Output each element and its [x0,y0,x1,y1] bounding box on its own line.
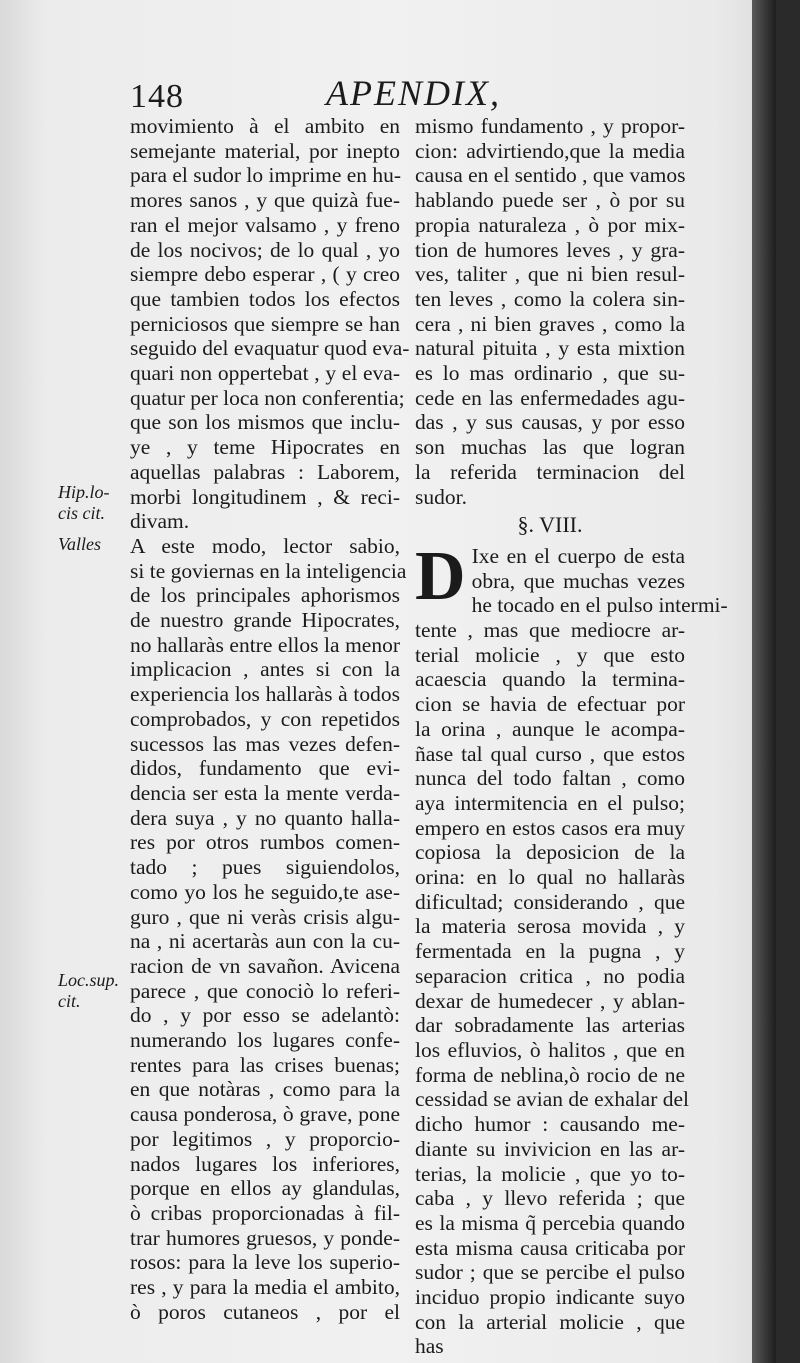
text-line: he tocado en el pulso intermi- [471,593,728,618]
text-line: A este modo, lector sabio, [130,533,400,558]
text-line: implicacion , antes si con la [130,657,400,682]
text-line: nunca del todo faltan , como [415,766,685,791]
text-line: separacion critica , no podia [415,963,685,988]
text-line: cede en las enfermedades agu- [415,385,685,410]
dropcap-initial: D [415,537,466,615]
text-line: cion: advirtiendo,que la media [415,138,685,163]
section-body [415,537,728,1335]
text-line: ò poros cutaneos , por el [130,1299,400,1324]
text-line: es lo mas ordinario , que su- [415,361,685,386]
text-line: mismo fundamento , y propor- [415,114,685,138]
left-text-column [130,114,410,1324]
margin-note-hip [58,482,110,524]
text-line: terial molicie , y que esto [415,642,685,667]
text-line: quari non oppertebat , y el eva- [130,361,400,386]
text-line: empero en estos casos era muy [415,815,685,840]
text-line: guro , que ni veràs crisis algu- [130,904,400,929]
text-line: de nuestro grande Hipocrates, [130,608,400,633]
text-line: ten leves , como la colera sin- [415,286,685,311]
text-line: sucessos las mas vezes defen- [130,731,400,756]
catchword: has [415,1334,444,1359]
text-line: experiencia los hallaràs à todos [130,682,400,707]
text-line: copiosa la deposicion de la [415,840,685,865]
text-line: do , y por esso se adelantò: [130,1003,400,1028]
text-line: es la misma q̃ percebia quando [415,1210,685,1235]
text-line: nados lugares los inferiores, [130,1151,400,1176]
text-line: dar sobradamente las arterias [415,1013,685,1038]
margin-note-loc [58,970,119,1012]
text-line: tado ; pues siguiendolos, [130,855,400,880]
text-line: como yo los he seguido,te ase- [130,879,400,904]
text-line: natural pituita , y esta mixtion [415,336,685,361]
page-edge-shadow [752,0,776,1363]
text-line: orina: en lo qual no hallaràs [415,865,685,890]
margin-note-text: Hip.lo- cis cit. [58,482,110,523]
text-line: en que notàras , como para la [130,1077,400,1102]
text-line: caba , y llevo referida ; que [415,1186,685,1211]
text-line: para el sudor lo imprime en hu- [130,163,402,188]
text-line: aquellas palabras : Laborem, [130,459,400,484]
text-line: dera suya , y no quanto halla- [130,805,400,830]
text-line: con la arterial molicie , que [415,1309,685,1334]
text-line: dencia ser esta la mente verda- [130,780,400,805]
text-line: causa ponderosa, ò grave, pone [130,1102,400,1127]
text-line: los efluvios, ò halitos , que en [415,1038,685,1062]
margin-note-text: Valles [58,534,101,554]
margin-note-valles [58,534,101,555]
text-line: rentes para las crises buenas; [130,1052,400,1077]
text-line: seguido del evaquatur quod eva- [130,336,410,361]
text-line: que son los mismos que inclu- [130,410,400,435]
text-line: tente , mas que mediocre ar- [415,618,685,643]
text-line: movimiento à el ambito en [130,114,400,138]
text-line: siempre debo esperar , ( y creo [130,262,400,287]
right-column-after-section [415,537,728,1335]
text-line: res , y para la media el ambito, [130,1275,400,1300]
text-line: trar humores gruesos, y ponde- [130,1225,400,1250]
text-line: das , y sus causas, y por esso [415,410,685,435]
text-line: ñase tal qual curso , que estos [415,741,685,766]
text-line: causa en el sentido , que vamos [415,163,686,188]
text-line: sudor ; que se percibe el pulso [415,1260,685,1285]
text-line: didos, fundamento que evi- [130,756,400,781]
text-line: no hallaràs entre ellos la menor [130,632,400,657]
text-line: perniciosos que siempre se han [130,311,400,336]
text-line: son muchas las que logran [415,435,685,460]
text-line: de los nocivos; de lo qual , yo [130,237,400,262]
text-line: terias, la molicie , que yo to- [415,1161,685,1186]
text-line: numerando los lugares confe- [130,1028,400,1053]
text-line: cion se havia de efectuar por [415,692,685,717]
text-line: que tambien todos los efectos [130,286,400,311]
text-line: ran el mejor valsamo , y freno [130,212,400,237]
text-line: mores sanos , y que quizà fue- [130,188,400,213]
text-line: la orina , aunque le acompa- [415,716,685,741]
text-line: de los principales aphorismos [130,583,400,608]
text-line: hablando puede ser , ò por su [415,188,685,213]
page-number: 148 [130,78,184,115]
text-line: semejante material, por inepto [130,138,400,163]
text-line: la referida terminacion del [415,459,685,484]
text-line: dificultad; considerando , que [415,889,685,914]
text-line: morbi longitudinem , & reci- [130,484,400,509]
text-line: por legitimos , y proporcio- [130,1126,400,1151]
text-line: ye , y teme Hipocrates en [130,435,400,460]
text-line: aya intermitencia en el pulso; [415,790,685,815]
text-line: cera , ni bien graves , como la [415,311,685,336]
text-line: quatur per loca non conferentia; [130,385,405,410]
text-line: la materia serosa movida , y [415,914,685,939]
right-column-before-section [415,114,685,509]
text-line: rosos: para la leve los superio- [130,1250,400,1275]
text-line: porque en ellos ay glandulas, [130,1176,400,1201]
text-line: inciduo propio indicante suyo [415,1285,685,1310]
text-line: esta misma causa criticaba por [415,1235,685,1260]
text-line: dexar de humedecer , y ablan- [415,988,685,1013]
text-line: sudor. [415,484,467,509]
text-line: Ixe en el cuerpo de esta [471,543,685,568]
text-line: propia naturaleza , ò por mix- [415,212,685,237]
text-line: parece , que conociò lo referi- [130,978,400,1003]
text-line: diante su invivicion en las ar- [415,1136,685,1161]
text-line: forma de neblina,ò rocio de ne [415,1062,685,1087]
right-text-column [415,114,728,1359]
text-line: si te goviernas en la inteligencia [130,558,407,583]
text-line: acaescia quando la termina- [415,667,685,692]
text-line: tion de humores leves , y gra- [415,237,685,262]
text-line: ò cribas proporcionadas à fil- [130,1200,400,1225]
text-line: racion de vn savañon. Avicena [130,953,400,978]
margin-note-text: Loc.sup. cit. [58,970,120,1011]
text-line: divam. [130,509,190,534]
running-head: APENDIX, [326,73,501,113]
text-line: res por otros rumbos comen- [130,830,400,855]
text-line: obra, que muchas vezes [471,568,685,593]
text-line: cessidad se avian de exhalar del [415,1087,689,1112]
section-heading: §. VIII. [517,512,583,538]
text-line: fermentada en la pugna , y [415,939,685,964]
text-line: comprobados, y con repetidos [130,706,400,731]
text-line: ves, taliter , que ni bien resul- [415,262,685,287]
text-line: dicho humor : causando me- [415,1112,685,1137]
text-line: na , ni acertaràs aun con la cu- [130,929,400,954]
